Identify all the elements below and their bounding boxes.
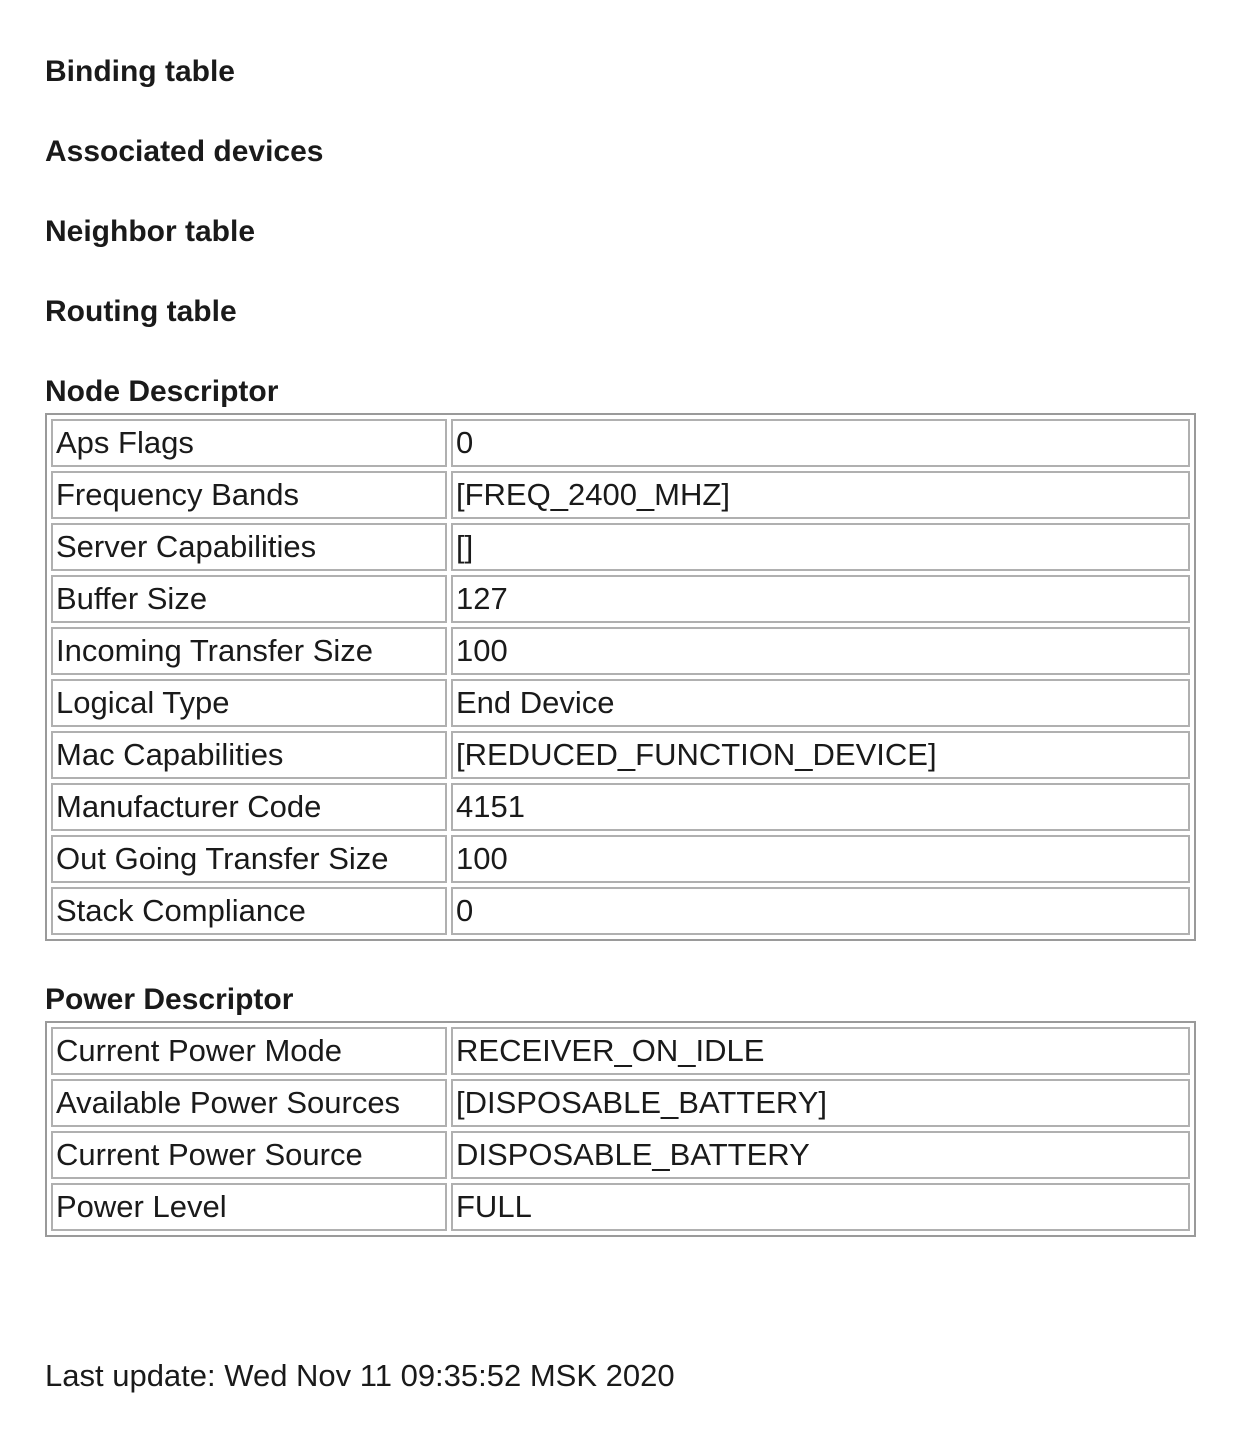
associated-devices-heading: Associated devices <box>45 135 324 168</box>
table-row <box>51 731 1190 779</box>
table-row <box>51 523 1190 571</box>
current-power-source-value: DISPOSABLE_BATTERY <box>451 1131 1190 1179</box>
table-row <box>51 1027 1190 1075</box>
logical-type-value: End Device <box>451 679 1190 727</box>
out-going-transfer-size-value: 100 <box>451 835 1190 883</box>
last-update-text: Last update: Wed Nov 11 09:35:52 MSK 2020 <box>45 1358 675 1393</box>
available-power-sources-key: Available Power Sources <box>51 1079 447 1127</box>
mac-capabilities-key: Mac Capabilities <box>51 731 447 779</box>
aps-flags-value: 0 <box>451 419 1190 467</box>
power-descriptor-table <box>45 1021 1196 1237</box>
frequency-bands-value: [FREQ_2400_MHZ] <box>451 471 1190 519</box>
table-row <box>51 783 1190 831</box>
table-row <box>51 419 1190 467</box>
current-power-mode-value: RECEIVER_ON_IDLE <box>451 1027 1190 1075</box>
node-descriptor-heading: Node Descriptor <box>45 375 279 408</box>
server-capabilities-key: Server Capabilities <box>51 523 447 571</box>
manufacturer-code-value: 4151 <box>451 783 1190 831</box>
incoming-transfer-size-key: Incoming Transfer Size <box>51 627 447 675</box>
stack-compliance-value: 0 <box>451 887 1190 935</box>
aps-flags-key: Aps Flags <box>51 419 447 467</box>
power-descriptor-heading: Power Descriptor <box>45 983 294 1016</box>
current-power-source-key: Current Power Source <box>51 1131 447 1179</box>
incoming-transfer-size-value: 100 <box>451 627 1190 675</box>
neighbor-table-heading: Neighbor table <box>45 215 256 248</box>
stack-compliance-key: Stack Compliance <box>51 887 447 935</box>
table-row <box>51 1183 1190 1231</box>
mac-capabilities-value: [REDUCED_FUNCTION_DEVICE] <box>451 731 1190 779</box>
table-row <box>51 887 1190 935</box>
out-going-transfer-size-key: Out Going Transfer Size <box>51 835 447 883</box>
table-row <box>51 1079 1190 1127</box>
server-capabilities-value: [] <box>451 523 1190 571</box>
table-row <box>51 1131 1190 1179</box>
frequency-bands-key: Frequency Bands <box>51 471 447 519</box>
table-row <box>51 835 1190 883</box>
table-row <box>51 627 1190 675</box>
table-row <box>51 471 1190 519</box>
power-level-value: FULL <box>451 1183 1190 1231</box>
buffer-size-value: 127 <box>451 575 1190 623</box>
logical-type-key: Logical Type <box>51 679 447 727</box>
available-power-sources-value: [DISPOSABLE_BATTERY] <box>451 1079 1190 1127</box>
manufacturer-code-key: Manufacturer Code <box>51 783 447 831</box>
node-descriptor-table <box>45 413 1196 941</box>
table-row <box>51 679 1190 727</box>
buffer-size-key: Buffer Size <box>51 575 447 623</box>
current-power-mode-key: Current Power Mode <box>51 1027 447 1075</box>
power-level-key: Power Level <box>51 1183 447 1231</box>
binding-table-heading: Binding table <box>45 55 235 88</box>
table-row <box>51 575 1190 623</box>
routing-table-heading: Routing table <box>45 295 237 328</box>
